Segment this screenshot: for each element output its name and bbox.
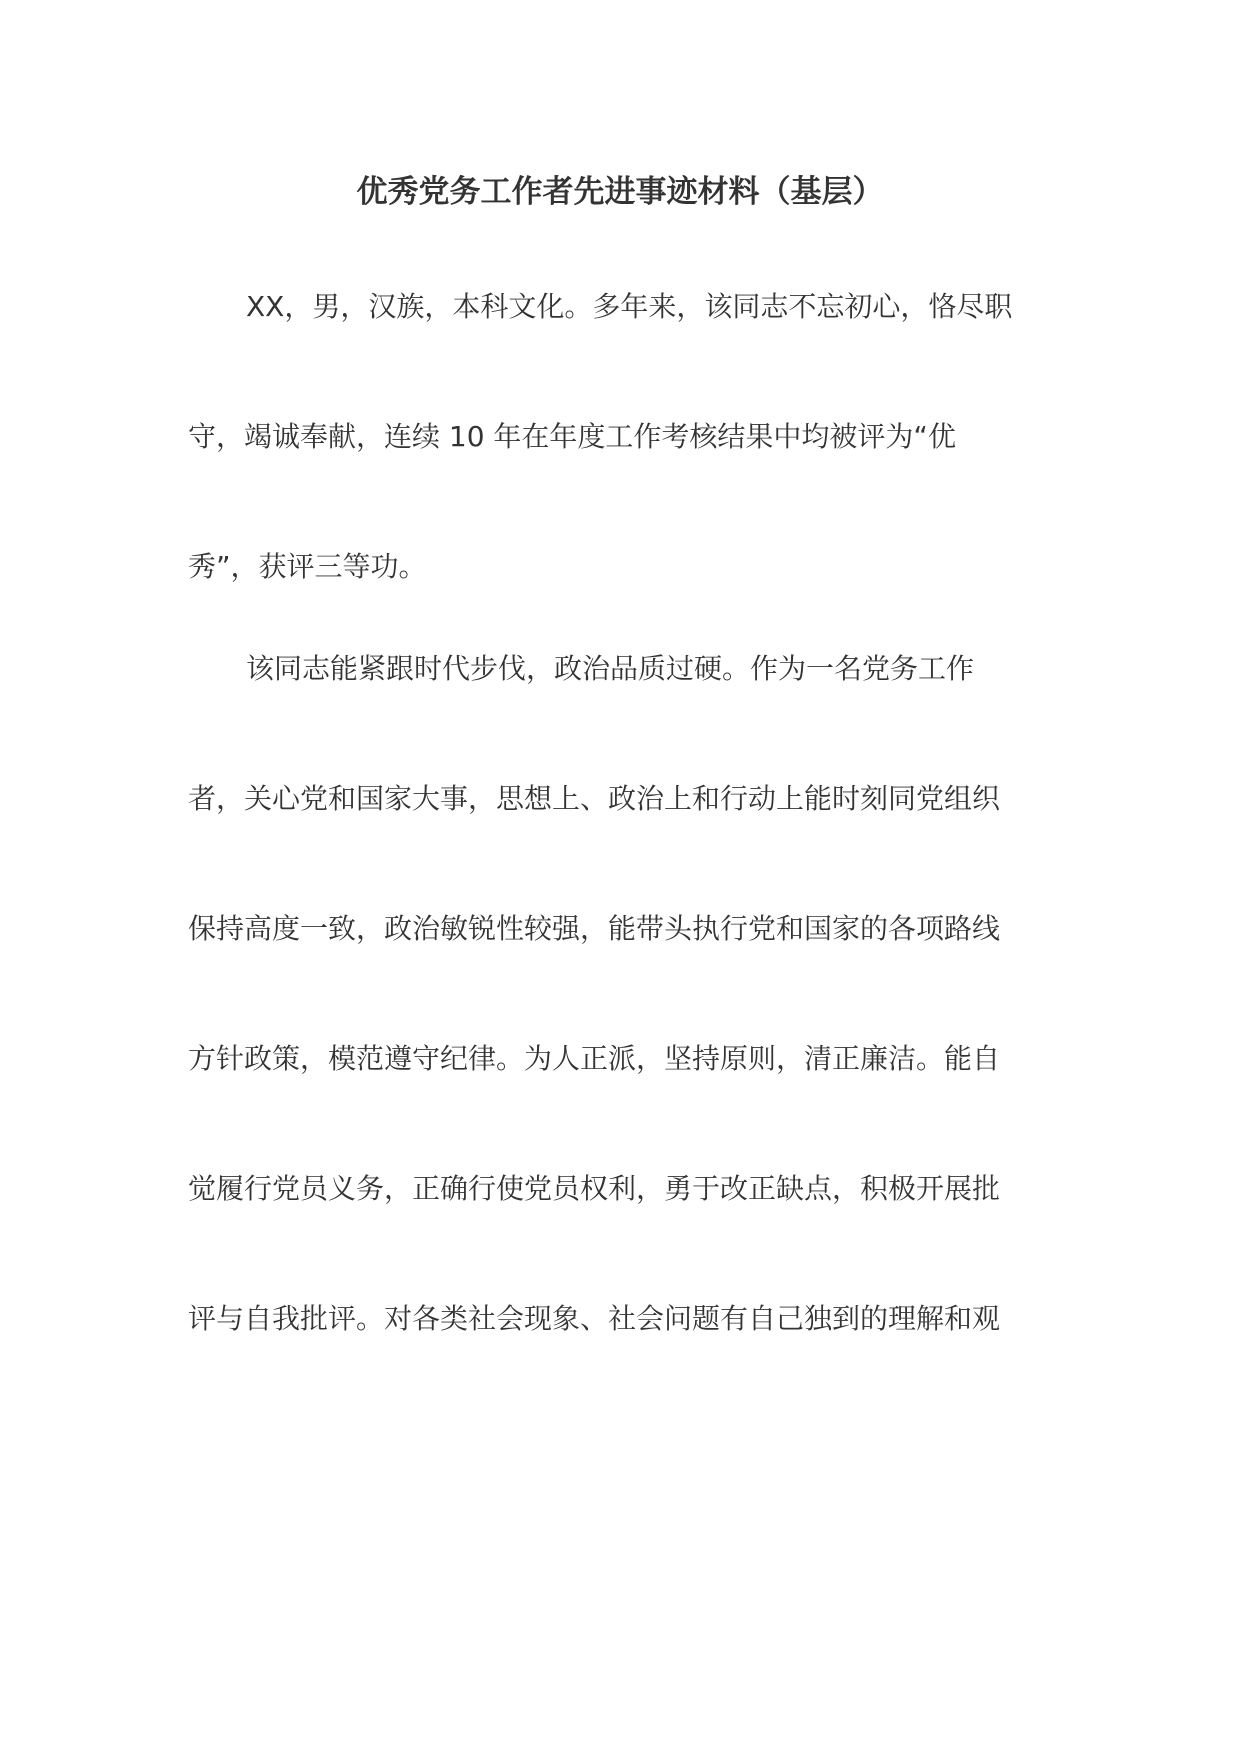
paragraph-2-line-5: 觉履行党员义务，正确行使党员权利，勇于改正缺点，积极开展批 bbox=[188, 1172, 1001, 1205]
paragraph-1-line-2: 守，竭诚奉献，连续 10 年在年度工作考核结果中均被评为“优 bbox=[188, 420, 956, 453]
paragraph-2-line-6: 评与自我批评。对各类社会现象、社会问题有自己独到的理解和观 bbox=[188, 1302, 1001, 1335]
paragraph-2-line-3: 保持高度一致，政治敏锐性较强，能带头执行党和国家的各项路线 bbox=[188, 912, 1001, 945]
paragraph-2-line-1: 该同志能紧跟时代步伐，政治品质过硬。作为一名党务工作 bbox=[246, 652, 975, 685]
paragraph-2-line-2: 者，关心党和国家大事，思想上、政治上和行动上能时刻同党组织 bbox=[188, 782, 1001, 815]
paragraph-1-line-1: XX，男，汉族，本科文化。多年来，该同志不忘初心，恪尽职 bbox=[246, 290, 1013, 323]
paragraph-1-line-3: 秀”，获评三等功。 bbox=[188, 550, 427, 583]
document-title: 优秀党务工作者先进事迹材料（基层） bbox=[356, 174, 884, 210]
paragraph-2-line-4: 方针政策，模范遵守纪律。为人正派，坚持原则，清正廉洁。能自 bbox=[188, 1042, 1001, 1075]
